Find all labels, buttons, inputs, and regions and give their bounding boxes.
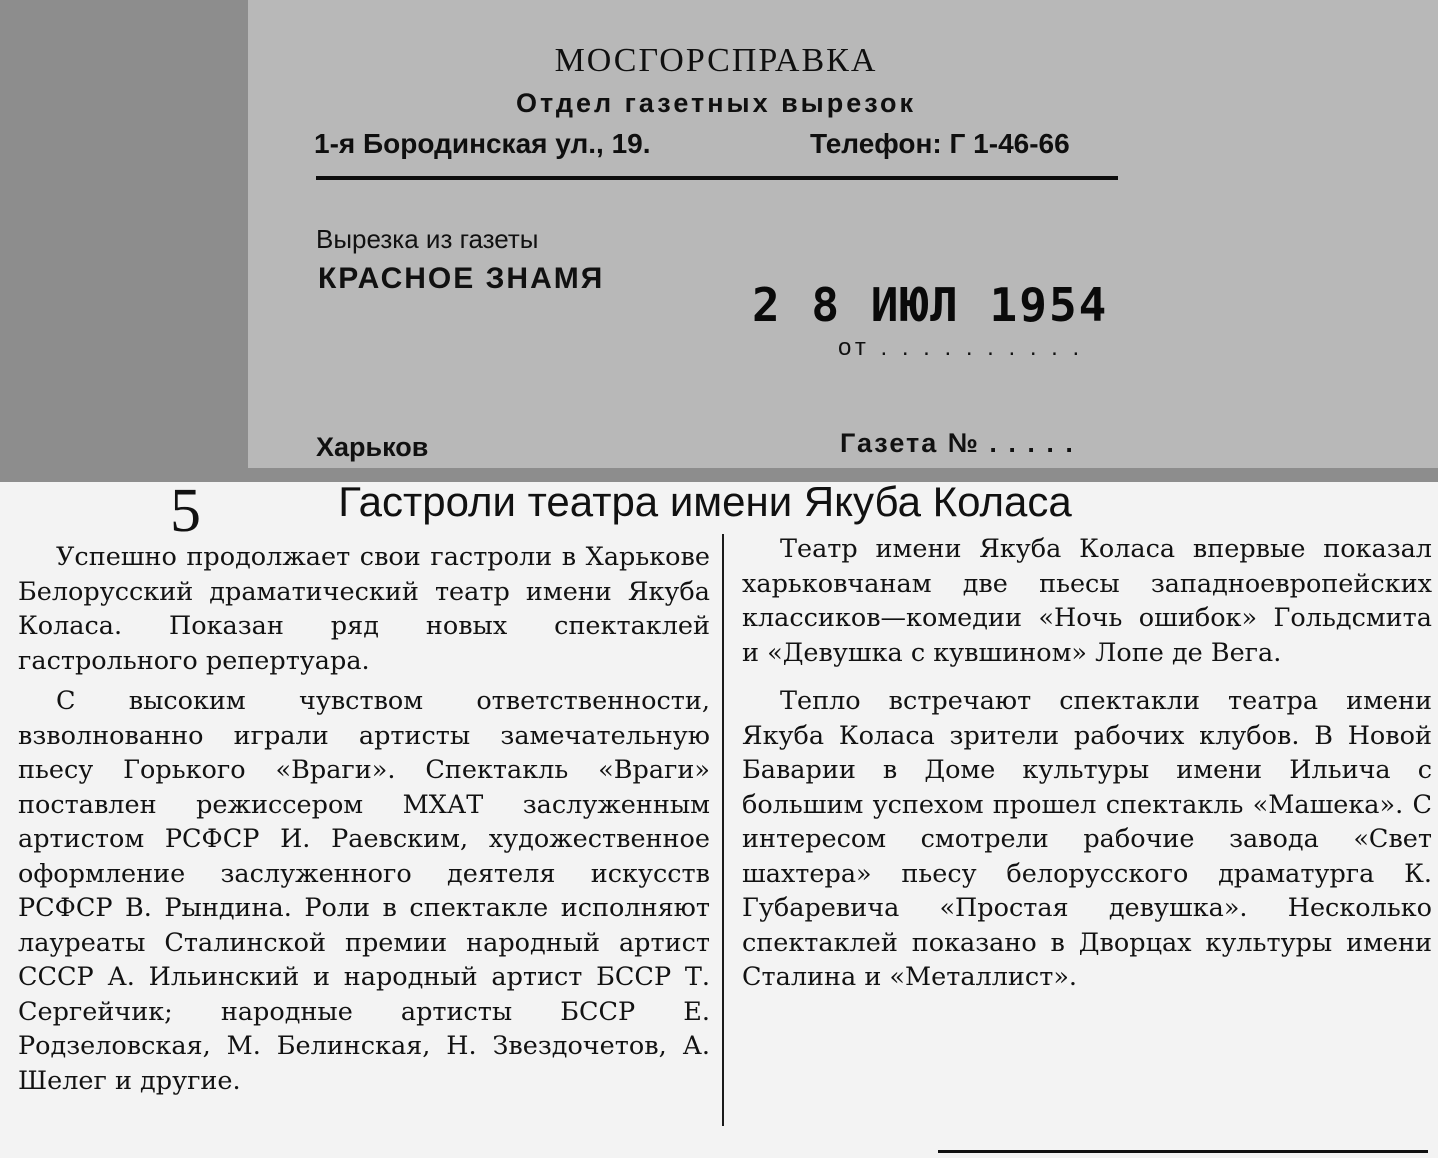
phone: Телефон: Г 1-46-66 [810,128,1070,159]
city-label: Харьков [316,432,429,462]
column-divider [722,534,724,1126]
issue-label: Газета № . . . . . [840,428,1075,458]
paragraph: Тепло встречают спектакли театра имени Якуба Коласа зрители рабочих клубов. В Новой Баварии в Доме культуры имени Ильича с большим успехом прошел спектакль «Машека». С интересом смотрели рабочие завода «Свет шахтера» пьесу белорусского драматурга К. Губаревича «Простая девушка». Несколько спектаклей показано в Дворцах культуры имени Сталина и «Металлист». [742,686,1432,992]
article-title: Гастроли театра имени Якуба Коласа [338,478,1072,525]
header-rule [316,176,1118,180]
paragraph: Успешно продолжает свои гастроли в Харькове Белорусский драматический театр имени Якуба Коласа. Показан ряд новых спектаклей гастрольного репертуара. [18,542,710,676]
article-column-left [18,540,710,1104]
handwritten-mark: 5 [170,477,201,545]
date-stamp: 2 8 ИЮЛ 1954 [752,278,1109,332]
date-label: от . . . . . . . . . . [838,334,1084,361]
department-name: Отдел газетных вырезок [515,88,917,118]
org-name: МОСГОРСПРАВКА [554,42,878,79]
paragraph: С высоким чувством ответственности, взволнованно играли артисты замечательную пьесу Горького «Враги». Спектакль «Враги» поставлен режиссером МХАТ заслуженным артистом РСФСР И. Раевским, художественное оформление заслуженного деятеля искусств РСФСР В. Рындина. Роли в спектакле исполняют лауреаты Сталинской премии народный артист СССР А. Ильинский и народный артист БССР Т. Сергейчик; народные артисты БССР Е. Родзеловская, М. Белинская, Н. Звездочетов, А. Шелег и другие. [18,686,710,1096]
address: 1-я Бородинская ул., 19. [314,128,651,159]
article-column-right [742,532,1432,1009]
bottom-rule [938,1150,1428,1153]
clip-from-label: Вырезка из газеты [316,224,539,254]
newspaper-name: КРАСНОЕ ЗНАМЯ [318,262,605,295]
paragraph: Театр имени Якуба Коласа впервые показал харьковчанам две пьесы западноевропейских классиков—комедии «Ночь ошибок» Гольдсмита и «Девушка с кувшином» Лопе де Вега. [742,534,1432,668]
